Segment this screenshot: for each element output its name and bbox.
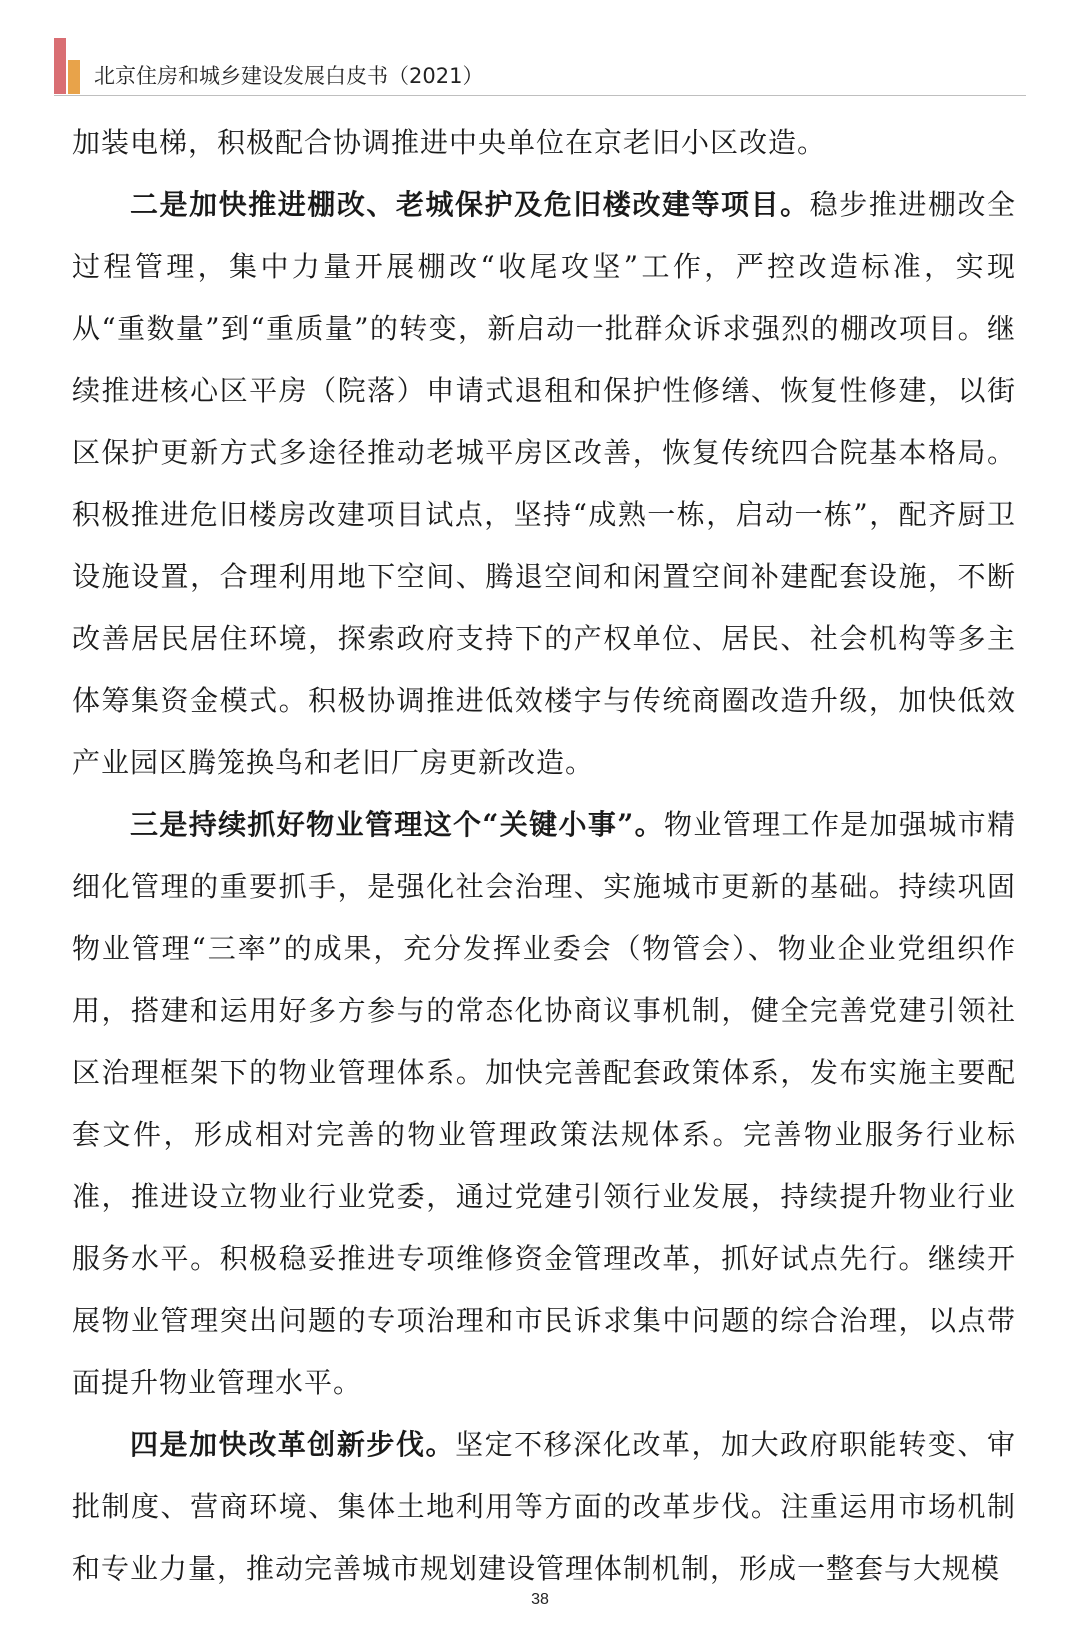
paragraph-2-lead: 二是加快推进棚改、老城保护及危旧楼改建等项目。 xyxy=(130,188,810,221)
header-title: 北京住房和城乡建设发展白皮书（2021） xyxy=(94,64,484,88)
paragraph-4 xyxy=(72,1414,1016,1600)
body-text xyxy=(72,112,1016,1600)
paragraph-3-text: 物业管理工作是加强城市精细化管理的重要抓手，是强化社会治理、实施城市更新的基础。持续巩固物业管理“三率”的成果，充分发挥业委会（物管会）、物业企业党组织作用，搭建和运用好多方参与的常态化协商议事机制，健全完善党建引领社区治理框架下的物业管理体系。加快完善配套政策体系，发布实施主要配套文件，形成相对完善的物业管理政策法规体系。完善物业服务行业标准，推进设立物业行业党委，通过党建引领行业发展，持续提升物业行业服务水平。积极稳妥推进专项维修资金管理改革，抓好试点先行。继续开展物业管理突出问题的专项治理和市民诉求集中问题的综合治理，以点带面提升物业管理水平。 xyxy=(72,808,1016,1399)
page-header xyxy=(54,36,1026,96)
header-divider xyxy=(54,95,1026,96)
paragraph-4-lead: 四是加快改革创新步伐。 xyxy=(130,1428,456,1461)
paragraph-2 xyxy=(72,174,1016,794)
paragraph-1-text: 加装电梯，积极配合协调推进中央单位在京老旧小区改造。 xyxy=(72,126,827,159)
header-logo-bar-pink xyxy=(54,38,66,94)
paragraph-3 xyxy=(72,794,1016,1414)
page-number: 38 xyxy=(531,1591,549,1608)
paragraph-1 xyxy=(72,112,1016,174)
header-logo-bar-orange xyxy=(68,60,80,94)
paragraph-4-text: 坚定不移深化改革，加大政府职能转变、审批制度、营商环境、集体土地利用等方面的改革步伐。注重运用市场机制和专业力量，推动完善城市规划建设管理体制机制，形成一整套与大规模 xyxy=(72,1428,1016,1585)
paragraph-2-text: 稳步推进棚改全过程管理，集中力量开展棚改“收尾攻坚”工作，严控改造标准，实现从“重数量”到“重质量”的转变，新启动一批群众诉求强烈的棚改项目。继续推进核心区平房（院落）申请式退租和保护性修缮、恢复性修建，以街区保护更新方式多途径推动老城平房区改善，恢复传统四合院基本格局。积极推进危旧楼房改建项目试点，坚持“成熟一栋，启动一栋”，配齐厨卫设施设置，合理利用地下空间、腾退空间和闲置空间补建配套设施，不断改善居民居住环境，探索政府支持下的产权单位、居民、社会机构等多主体筹集资金模式。积极协调推进低效楼宇与传统商圈改造升级，加快低效产业园区腾笼换鸟和老旧厂房更新改造。 xyxy=(72,188,1016,779)
paragraph-3-lead: 三是持续抓好物业管理这个“关键小事”。 xyxy=(130,808,665,841)
